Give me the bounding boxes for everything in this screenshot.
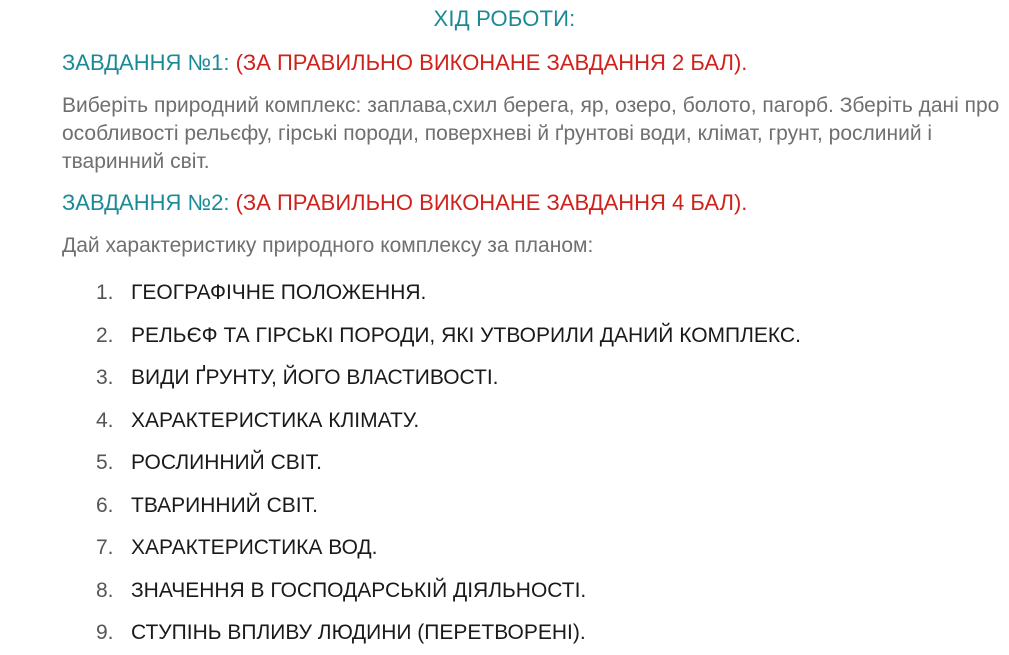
- plan-item-number: 2.: [96, 323, 114, 347]
- plan-item-number: 4.: [96, 408, 114, 432]
- plan-item-number: 5.: [96, 451, 114, 475]
- plan-item: [96, 612, 801, 655]
- plan-item: [96, 357, 801, 400]
- plan-item-number: 7.: [96, 536, 114, 560]
- page-heading: ХІД РОБОТИ:: [433, 6, 576, 31]
- plan-item-text: ХАРАКТЕРИСТИКА ВОД.: [131, 536, 378, 560]
- task-2-label: ЗАВДАННЯ №2:: [62, 190, 230, 215]
- plan-item-text: РЕЛЬЄФ ТА ГІРСЬКІ ПОРОДИ, ЯКІ УТВОРИЛИ ДАНИЙ КОМПЛЕКС.: [131, 323, 801, 347]
- task-1-description: Виберіть природний комплекс: заплава,схил берега, яр, озеро, болото, пагорб. Зберіть дані про особливості рельєфу, гірські породи, поверхневі й ґрунтові води, клімат, грунт, рослиний і тваринний світ.: [62, 94, 1000, 173]
- task-2-title: [62, 190, 747, 216]
- plan-item-text: ВИДИ ҐРУНТУ, ЙОГО ВЛАСТИВОСТІ.: [131, 366, 499, 390]
- plan-item-number: 8.: [96, 578, 114, 602]
- plan-item-text: ХАРАКТЕРИСТИКА КЛІМАТУ.: [131, 408, 420, 432]
- plan-item-number: 1.: [96, 281, 114, 305]
- task-2-description: Дай характеристику природного комплексу за планом:: [62, 234, 594, 257]
- plan-item: [96, 442, 801, 485]
- task-1-title: [62, 50, 747, 76]
- plan-item: [96, 570, 801, 613]
- task-1-points: (ЗА ПРАВИЛЬНО ВИКОНАНЕ ЗАВДАННЯ 2 БАЛ).: [235, 50, 748, 75]
- plan-item: [96, 315, 801, 358]
- plan-list: [96, 272, 801, 655]
- task-1-label: ЗАВДАННЯ №1:: [62, 50, 230, 75]
- plan-item-number: 6.: [96, 493, 114, 517]
- plan-item-text: ТВАРИННИЙ СВІТ.: [131, 493, 318, 517]
- plan-item: [96, 400, 801, 443]
- plan-item: [96, 527, 801, 570]
- plan-item: [96, 272, 801, 315]
- task-2-points: (ЗА ПРАВИЛЬНО ВИКОНАНЕ ЗАВДАННЯ 4 БАЛ).: [235, 190, 748, 215]
- plan-item-number: 9.: [96, 621, 114, 645]
- plan-item: [96, 485, 801, 528]
- plan-item-text: ЗНАЧЕННЯ В ГОСПОДАРСЬКІЙ ДІЯЛЬНОСТІ.: [131, 578, 587, 602]
- plan-item-text: СТУПІНЬ ВПЛИВУ ЛЮДИНИ (ПЕРЕТВОРЕНІ).: [131, 621, 586, 645]
- plan-item-text: РОСЛИННИЙ СВІТ.: [131, 451, 322, 475]
- plan-item-text: ГЕОГРАФІЧНЕ ПОЛОЖЕННЯ.: [131, 281, 427, 305]
- plan-item-number: 3.: [96, 366, 114, 390]
